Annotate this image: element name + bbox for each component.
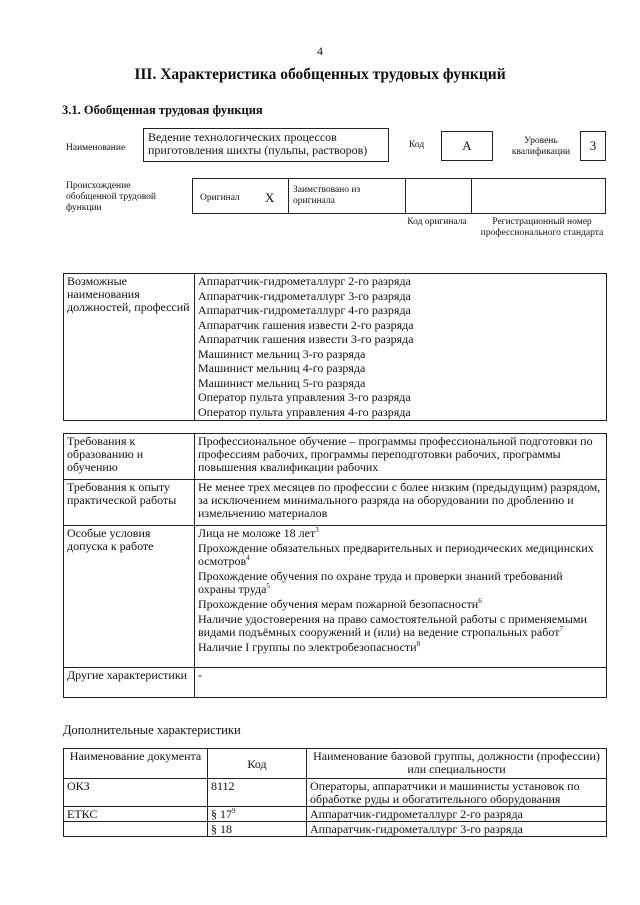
education-value: Профессиональное обучение – программы профессиональной подготовки по профессиям рабочих, программы переподготовки рабочих, программы повышения квалификации рабочих <box>195 434 607 480</box>
name-cell: Аппаратчик-гидрометаллург 3-го разряда <box>307 822 607 837</box>
table-row <box>64 807 607 822</box>
position-item: Машинист мельниц 3-го разряда <box>198 346 366 361</box>
special-conditions <box>195 526 607 668</box>
name-cell: Аппаратчик-гидрометаллург 2-го разряда <box>307 807 607 822</box>
borrowed-label: Заимствовано из оригинала <box>293 185 361 206</box>
footnote-ref: 8 <box>416 640 421 648</box>
footnote-ref: 4 <box>246 554 250 562</box>
special-condition-item: Прохождение обязательных предварительных и периодических медицинских осмотров$^4$ <box>198 541 594 568</box>
position-item: Машинист мельниц 5-го разряда <box>198 375 366 390</box>
divider <box>405 179 406 213</box>
special-condition-item: Наличие I группы по электробезопасности$^8$ <box>198 640 421 654</box>
position-item: Аппаратчик-гидрометаллург 4-го разряда <box>198 303 411 317</box>
divider <box>471 179 472 213</box>
table-row <box>64 822 607 837</box>
divider <box>288 179 289 213</box>
special-condition-item: Прохождение обучения по охране труда и проверки знаний требований охраны труда$^5$ <box>198 569 563 596</box>
code-cell: § $17^9$ <box>208 807 307 822</box>
positions-list <box>195 274 607 421</box>
footnote-ref: 5 <box>266 582 270 590</box>
additional-table <box>63 748 607 837</box>
additional-title: Дополнительные характеристики <box>63 723 241 737</box>
positions-label: Возможные наименования должностей, профессий <box>64 274 195 421</box>
origin-label: Происхождение обобщенной трудовой функции <box>66 181 156 213</box>
code-cell: § 18 <box>208 822 307 837</box>
origin-table <box>192 178 606 214</box>
column-header: Наименование документа <box>64 749 208 779</box>
doc-cell: ОКЗ <box>64 779 208 807</box>
original-label: Оригинал <box>200 193 240 203</box>
other-value: - <box>195 668 607 698</box>
subsection-title: 3.1. Обобщенная трудовая функция <box>62 103 263 117</box>
footnote-ref: 3 <box>315 526 319 534</box>
other-label: Другие характеристики <box>64 668 195 698</box>
footnote-ref: 6 <box>478 597 482 605</box>
experience-label: Требования к опыту практической работы <box>64 480 195 526</box>
position-item: Аппаратчик гашения извести 2-го разряда <box>198 317 414 332</box>
page-number: 4 <box>317 44 323 58</box>
requirements-table <box>63 433 607 698</box>
special-label: Особые условия допуска к работе <box>64 526 195 668</box>
position-item: Машинист мельниц 4-го разряда <box>198 361 366 375</box>
code-value: А <box>441 131 493 161</box>
column-header: Код <box>208 749 307 779</box>
code-label: Код <box>409 140 425 150</box>
experience-value: Не менее трех месяцев по профессии с более низким (предыдущим) разрядом, за исключением минимального разряда на оборудовании по дроблению и измельчению материалов <box>195 480 607 526</box>
education-label: Требования к образованию и обучению <box>64 434 195 480</box>
position-item: Оператор пульта управления 4-го разряда <box>198 404 411 419</box>
name-label: Наименование <box>66 143 126 153</box>
position-item: Аппаратчик-гидрометаллург 2-го разряда <box>198 274 411 288</box>
column-header: Наименование базовой группы, должности (профессии) или специальности <box>307 749 607 779</box>
original-mark: Х <box>265 190 275 205</box>
name-value: Ведение технологических процессов приготовления шихты (пульпы, растворов) <box>143 128 389 162</box>
position-item: Оператор пульта управления 3-го разряда <box>198 390 411 404</box>
special-condition-item: Наличие удостоверения на право самостоятельной работы с применяемыми видами подъёмных сооружений и (или) на ведение стропальных работ$^7$ <box>198 612 587 639</box>
special-condition-item: Прохождение обучения мерам пожарной безопасности$^6$ <box>198 597 482 611</box>
reg-number-caption: Регистрационный номер профессионального стандарта <box>480 217 604 238</box>
name-cell: Операторы, аппаратчики и машинисты установок по обработке руды и обогатительного оборудования <box>307 779 607 807</box>
table-row <box>64 779 607 807</box>
section-title: III. Характеристика обобщенных трудовых функций <box>134 66 506 83</box>
code-original-caption: Код оригинала <box>407 217 467 227</box>
level-label: Уровень квалификации <box>511 136 571 157</box>
level-value: 3 <box>580 131 606 161</box>
position-item: Аппаратчик гашения извести 3-го разряда <box>198 332 414 346</box>
footnote-ref: 9 <box>232 807 236 815</box>
doc-cell <box>64 822 208 837</box>
positions-table <box>63 273 607 421</box>
footnote-ref: 7 <box>559 625 563 633</box>
code-cell: 8112 <box>208 779 307 807</box>
special-condition-item: Лица не моложе 18 лет$^3$ <box>198 526 319 540</box>
doc-cell: ЕТКС <box>64 807 208 822</box>
position-item: Аппаратчик-гидрометаллург 3-го разряда <box>198 288 411 303</box>
